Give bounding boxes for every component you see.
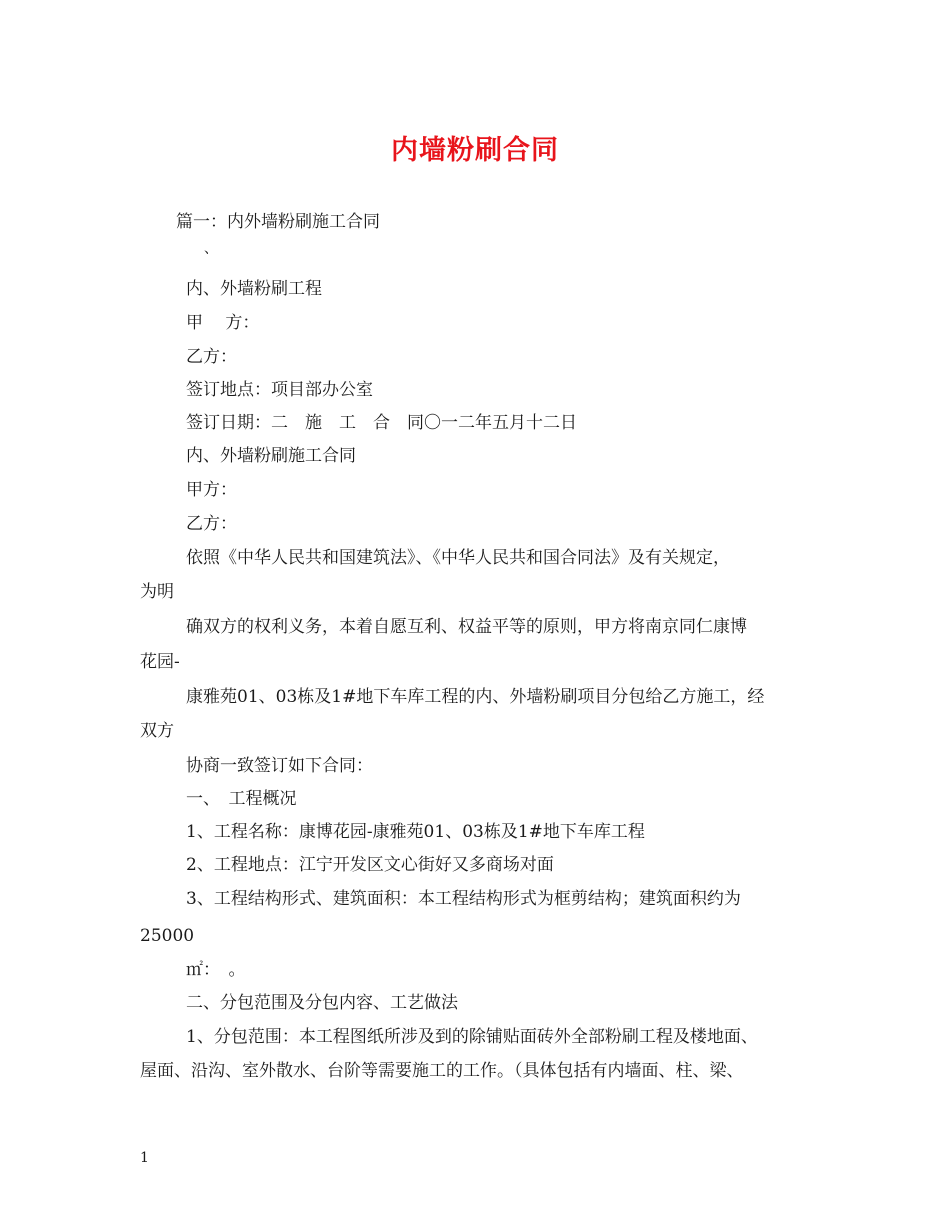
text-line: 甲方： — [186, 480, 237, 500]
text-line: 1、分包范围：本工程图纸所涉及到的除铺贴面砖外全部粉刷工程及楼地面、 — [186, 1027, 758, 1047]
text-line: 1、工程名称：康博花园-康雅苑01、03栋及1#地下车库工程 — [186, 822, 645, 842]
text-line: 依照《中华人民共和国建筑法》、《中华人民共和国合同法》及有关规定， — [186, 548, 730, 568]
page-number: 1 — [140, 1150, 149, 1166]
document-title: 内墙粉刷合同 — [391, 135, 559, 166]
text-line: 屋面、沿沟、室外散水、台阶等需要施工的工作。（具体包括有内墙面、柱、梁、 — [140, 1061, 744, 1081]
text-line: 确双方的权利义务，本着自愿互利、权益平等的原则，甲方将南京同仁康博 — [186, 617, 747, 637]
text-line: 内、外墙粉刷施工合同 — [186, 446, 356, 466]
text-line: 二、分包范围及分包内容、工艺做法 — [186, 993, 458, 1013]
section-heading: 篇一：内外墙粉刷施工合同 — [176, 212, 380, 232]
text-line: 2、工程地点：江宁开发区文心街好又多商场对面 — [186, 855, 554, 875]
text-line: 花园- — [140, 652, 180, 672]
text-line: 乙方： — [186, 347, 237, 367]
text-line: ㎡： 。 — [186, 960, 246, 980]
text-line: 25000 — [140, 926, 195, 946]
text-line: 签订日期：二 施 工 合 同〇一二年五月十二日 — [186, 413, 577, 433]
text-line: 签订地点：项目部办公室 — [186, 380, 373, 400]
text-line: 协商一致签订如下合同： — [186, 756, 373, 776]
text-line: 甲 方： — [186, 313, 260, 333]
text-line: 为明 — [140, 582, 174, 602]
text-line: 内、外墙粉刷工程 — [186, 279, 322, 299]
text-line: 康雅苑01、03栋及1#地下车库工程的内、外墙粉刷项目分包给乙方施工，经 — [186, 687, 765, 707]
tick-mark: 、 — [204, 241, 218, 257]
text-line: 一、 工程概况 — [186, 789, 297, 809]
text-line: 3、工程结构形式、建筑面积：本工程结构形式为框剪结构；建筑面积约为 — [186, 889, 741, 909]
text-line: 双方 — [140, 721, 174, 741]
text-line: 乙方： — [186, 514, 237, 534]
